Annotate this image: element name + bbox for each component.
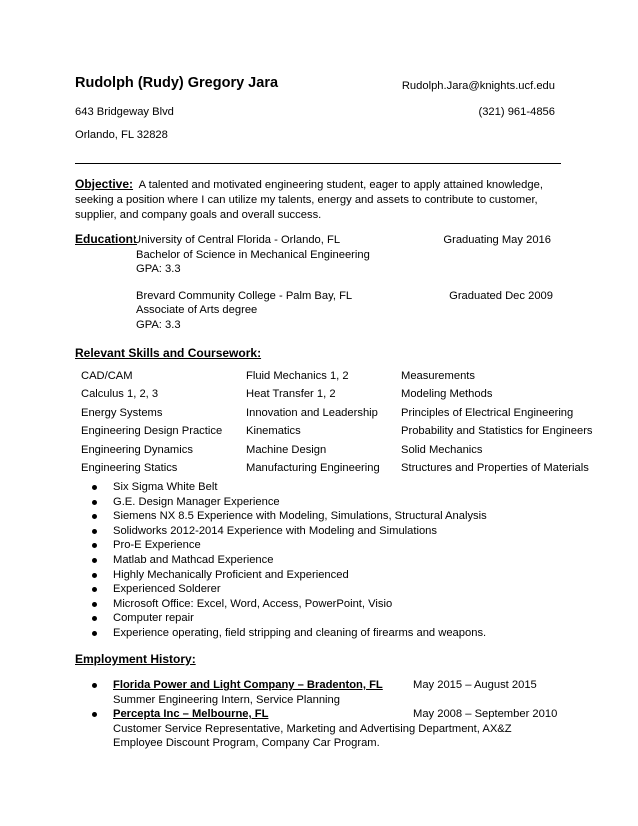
job-description: Summer Engineering Intern, Service Planning (113, 693, 340, 706)
candidate-name: Rudolph (Rudy) Gregory Jara (75, 75, 279, 91)
city-state-zip: Orlando, FL 32828 (75, 129, 168, 141)
phone-number: (321) 961-4856 (478, 106, 555, 118)
skill-bullet: Six Sigma White Belt (92, 480, 487, 495)
course-item: Calculus 1, 2, 3 (81, 388, 159, 401)
course-item: Machine Design (246, 443, 327, 456)
header-divider (75, 163, 561, 164)
course-item: Manufacturing Engineering (246, 461, 380, 474)
course-item: Engineering Statics (81, 461, 178, 474)
objective-section (75, 177, 561, 224)
skill-bullet: Solidworks 2012-2014 Experience with Modeling and Simulations (92, 524, 487, 539)
job-description: Customer Service Representative, Marketing and Advertising Department, AX&Z Employee Discount Program, Company Car Program. (113, 722, 512, 750)
street-address: 643 Bridgeway Blvd (75, 106, 174, 118)
course-item: Structures and Properties of Materials (401, 461, 589, 474)
school-name: University of Central Florida - Orlando, FL (133, 234, 341, 246)
course-item: Kinematics (246, 425, 301, 438)
course-item: Principles of Electrical Engineering (401, 406, 574, 419)
course-item: Fluid Mechanics 1, 2 (246, 370, 349, 382)
skill-bullet: Matlab and Mathcad Experience (92, 553, 487, 568)
school-date: Graduating May 2016 (443, 234, 551, 246)
objective-label: Objective: (75, 177, 134, 191)
school-name: Brevard Community College - Palm Bay, FL (136, 290, 353, 302)
course-item: Measurements (401, 370, 475, 382)
skill-bullet: G.E. Design Manager Experience (92, 495, 487, 510)
job-entry (92, 678, 562, 707)
skill-bullet: Siemens NX 8.5 Experience with Modeling, Simulations, Structural Analysis (92, 509, 487, 524)
job-company: Percepta Inc – Melbourne, FL (113, 708, 269, 721)
skill-bullet: Microsoft Office: Excel, Word, Access, PowerPoint, Visio (92, 597, 487, 612)
course-item: Heat Transfer 1, 2 (246, 388, 336, 401)
objective-text: A talented and motivated engineering student, eager to apply attained knowledge, seeking a position where I can utilize my talents, energy and assets to contribute to customer, supplier, and company goals and overall success. (75, 179, 543, 222)
email-address: Rudolph.Jara@knights.ucf.edu (401, 80, 555, 92)
skill-bullet: Experienced Solderer (92, 582, 487, 597)
school-gpa: GPA: 3.3 (136, 319, 181, 331)
employment-list (92, 678, 562, 751)
education-label: Education: (75, 232, 137, 246)
job-dates: May 2008 – September 2010 (413, 708, 558, 721)
job-company: Florida Power and Light Company – Bradenton, FL (113, 679, 383, 691)
course-item: Solid Mechanics (401, 443, 483, 456)
skill-bullet: Experience operating, field stripping and cleaning of firearms and weapons. (92, 626, 487, 641)
skill-bullet: Pro-E Experience (92, 538, 487, 553)
skill-bullet: Highly Mechanically Proficient and Experienced (92, 568, 487, 583)
course-item: Engineering Dynamics (81, 443, 193, 456)
course-item: Innovation and Leadership (246, 406, 378, 419)
course-item: CAD/CAM (81, 370, 133, 382)
employment-heading: Employment History: (75, 652, 196, 666)
skills-bullet-list (92, 480, 487, 641)
school-degree: Bachelor of Science in Mechanical Engineering (136, 249, 370, 261)
course-item: Probability and Statistics for Engineers (401, 425, 593, 438)
school-date: Graduated Dec 2009 (449, 290, 553, 302)
course-item: Engineering Design Practice (81, 425, 223, 438)
course-item: Energy Systems (81, 406, 163, 419)
job-entry (92, 707, 562, 751)
course-item: Modeling Methods (401, 388, 493, 401)
skills-heading: Relevant Skills and Coursework: (75, 346, 262, 360)
school-degree: Associate of Arts degree (136, 304, 258, 316)
job-dates: May 2015 – August 2015 (413, 679, 537, 691)
school-gpa: GPA: 3.3 (136, 263, 181, 275)
skill-bullet: Computer repair (92, 611, 487, 626)
